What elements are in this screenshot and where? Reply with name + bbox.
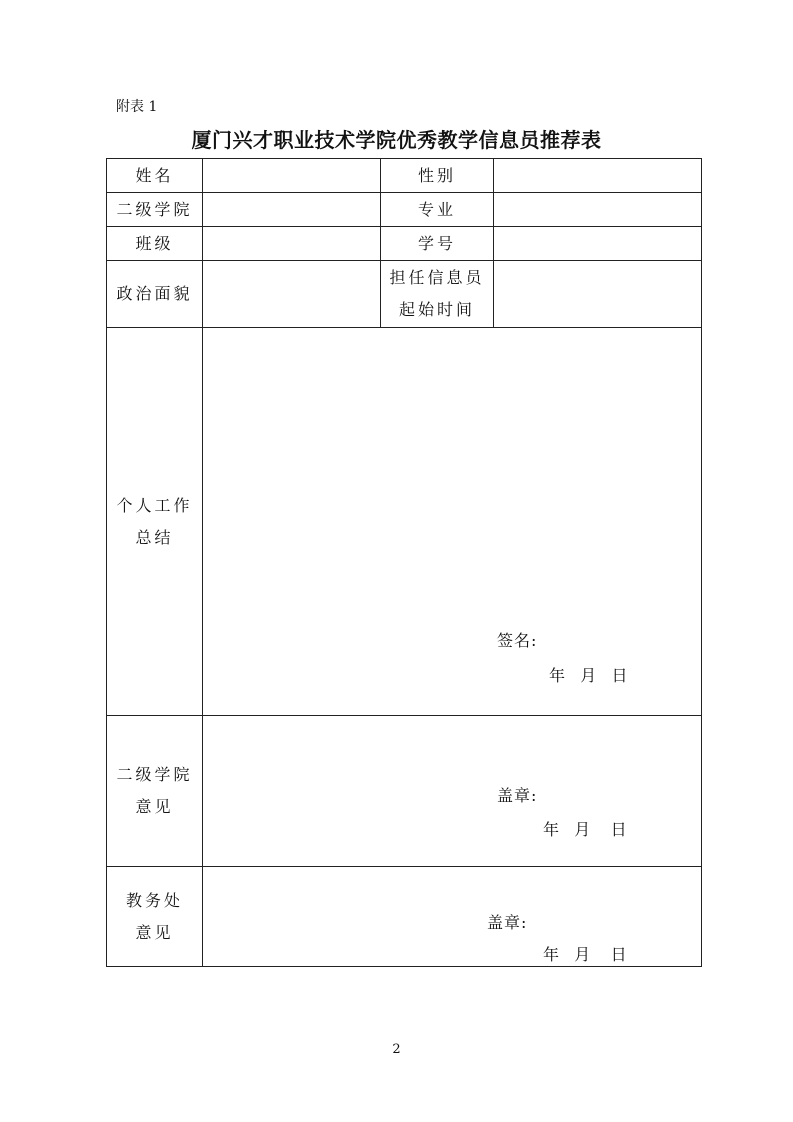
row-academic-opinion: [107, 867, 702, 967]
college-opinion-field[interactable]: [203, 716, 702, 867]
political-label: 政治面貌: [107, 261, 203, 328]
political-field[interactable]: [203, 261, 381, 328]
academic-stamp: 盖章:: [487, 913, 528, 932]
major-field[interactable]: [494, 193, 702, 227]
start-time-label: [381, 261, 494, 328]
form-title: 厦门兴才职业技术学院优秀教学信息员推荐表: [191, 128, 602, 152]
start-time-label-line1: 担任信息员: [389, 268, 485, 287]
row-college-opinion: [107, 716, 702, 867]
academic-opinion-label: [107, 867, 203, 967]
academic-opinion-field[interactable]: [203, 867, 702, 967]
start-time-field[interactable]: [494, 261, 702, 328]
college-opinion-label-line1: 二级学院: [116, 765, 193, 784]
summary-label: [107, 328, 203, 716]
row-college-major: [107, 193, 702, 227]
row-class-id: [107, 227, 702, 261]
academic-opinion-label-line1: 教务处: [125, 890, 183, 910]
college-label: 二级学院: [107, 193, 203, 227]
class-label: 班级: [107, 227, 203, 261]
college-date: 年 月 日: [543, 820, 627, 839]
summary-field[interactable]: [203, 328, 702, 716]
recommendation-form-table: [106, 158, 702, 967]
gender-label: 性别: [381, 159, 494, 193]
academic-opinion-label-line2: 意见: [135, 922, 174, 942]
summary-date: 年 月 日: [549, 666, 628, 685]
college-stamp: 盖章:: [497, 786, 538, 805]
page-number: 2: [392, 1042, 401, 1057]
summary-signature: 签名:: [497, 631, 538, 650]
name-label: 姓名: [107, 159, 203, 193]
college-opinion-label-line2: 意见: [135, 797, 174, 816]
start-time-label-line2: 起始时间: [398, 300, 475, 319]
attachment-label: 附表 1: [116, 99, 158, 115]
row-summary: [107, 328, 702, 716]
academic-date: 年 月 日: [543, 945, 627, 964]
summary-label-line1: 个人工作: [116, 495, 193, 515]
row-name-gender: [107, 159, 702, 193]
gender-field[interactable]: [494, 159, 702, 193]
row-political-start: [107, 261, 702, 328]
class-field[interactable]: [203, 227, 381, 261]
major-label: 专业: [381, 193, 494, 227]
name-field[interactable]: [203, 159, 381, 193]
summary-label-line2: 总结: [135, 527, 174, 547]
college-field[interactable]: [203, 193, 381, 227]
college-opinion-label: [107, 716, 203, 867]
student-id-label: 学号: [381, 227, 494, 261]
student-id-field[interactable]: [494, 227, 702, 261]
